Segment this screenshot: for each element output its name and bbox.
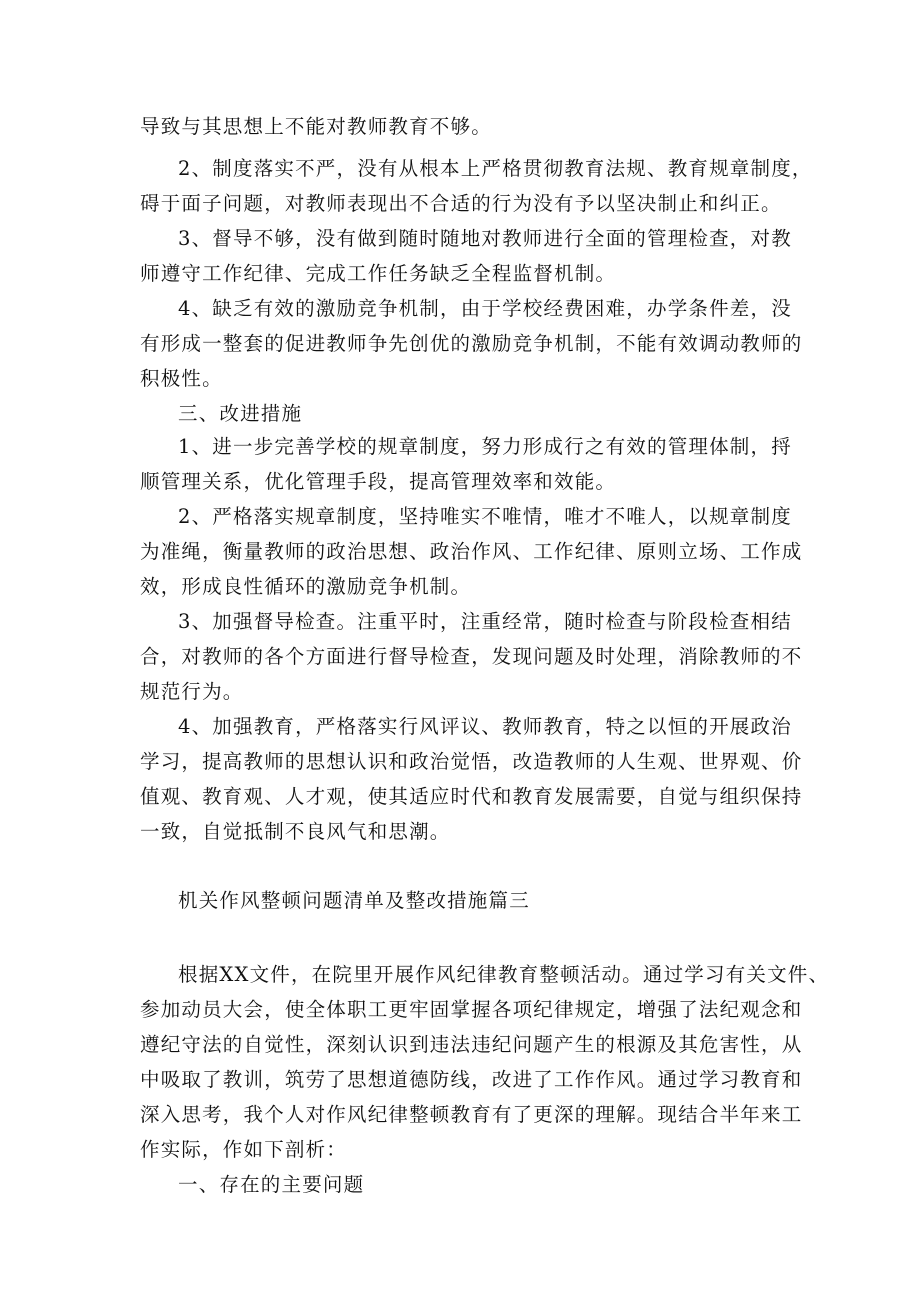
article-title: 机关作风整顿问题清单及整改措施篇三 bbox=[178, 889, 530, 912]
text-line: 深入思考，我个人对作风纪律整顿教育有了更深的理解。现结合半年来工 bbox=[140, 1103, 803, 1126]
section-heading: 一、存在的主要问题 bbox=[178, 1173, 365, 1196]
text-line: 根据XX文件，在院里开展作风纪律教育整顿活动。通过学习有关文件、 bbox=[178, 963, 830, 986]
text-line: 效，形成良性循环的激励竞争机制。 bbox=[140, 575, 472, 598]
text-line: 4、缺乏有效的激励竞争机制，由于学校经费困难，办学条件差，没 bbox=[178, 297, 792, 320]
text-line: 一致，自觉抵制不良风气和思潮。 bbox=[140, 820, 451, 843]
text-line: 中吸取了教训，筑劳了思想道德防线，改进了工作作风。通过学习教育和 bbox=[140, 1068, 803, 1091]
text-line: 值观、教育观、人才观，使其适应时代和教育发展需要，自觉与组织保持 bbox=[140, 785, 803, 808]
text-line: 碍于面子问题，对教师表现出不合适的行为没有予以坚决制止和纠正。 bbox=[140, 192, 782, 215]
text-line: 4、加强教育，严格落实行风评议、教师教育，特之以恒的开展政治 bbox=[178, 715, 792, 738]
section-heading: 三、改进措施 bbox=[178, 402, 303, 425]
text-line: 导致与其思想上不能对教师教育不够。 bbox=[140, 115, 492, 138]
text-line: 参加动员大会，使全体职工更牢固掌握各项纪律规定，增强了法纪观念和 bbox=[140, 998, 803, 1021]
text-line: 师遵守工作纪律、完成工作任务缺乏全程监督机制。 bbox=[140, 262, 617, 285]
text-line: 学习，提高教师的思想认识和政治觉悟，改造教师的人生观、世界观、价 bbox=[140, 750, 803, 773]
text-line: 3、督导不够，没有做到随时随地对教师进行全面的管理检查，对教 bbox=[178, 227, 792, 250]
text-line: 积极性。 bbox=[140, 367, 223, 390]
text-line: 1、进一步完善学校的规章制度，努力形成行之有效的管理体制，捋 bbox=[178, 435, 792, 458]
text-line: 2、严格落实规章制度，坚持唯实不唯情，唯才不唯人，以规章制度 bbox=[178, 505, 792, 528]
text-line: 遵纪守法的自觉性，深刻认识到违法违纪问题产生的根源及其危害性，从 bbox=[140, 1033, 803, 1056]
text-line: 规范行为。 bbox=[140, 680, 244, 703]
text-line: 2、制度落实不严，没有从根本上严格贯彻教育法规、教育规章制度， bbox=[178, 157, 813, 180]
text-line: 3、加强督导检查。注重平时，注重经常，随时检查与阶段检查相结 bbox=[178, 610, 792, 633]
text-line: 有形成一整套的促进教师争先创优的激励竞争机制，不能有效调动教师的 bbox=[140, 332, 803, 355]
text-line: 作实际，作如下剖析： bbox=[140, 1138, 348, 1161]
text-line: 为准绳，衡量教师的政治思想、政治作风、工作纪律、原则立场、工作成 bbox=[140, 540, 803, 563]
text-line: 顺管理关系，优化管理手段，提高管理效率和效能。 bbox=[140, 470, 617, 493]
text-line: 合，对教师的各个方面进行督导检查，发现问题及时处理，消除教师的不 bbox=[140, 645, 803, 668]
